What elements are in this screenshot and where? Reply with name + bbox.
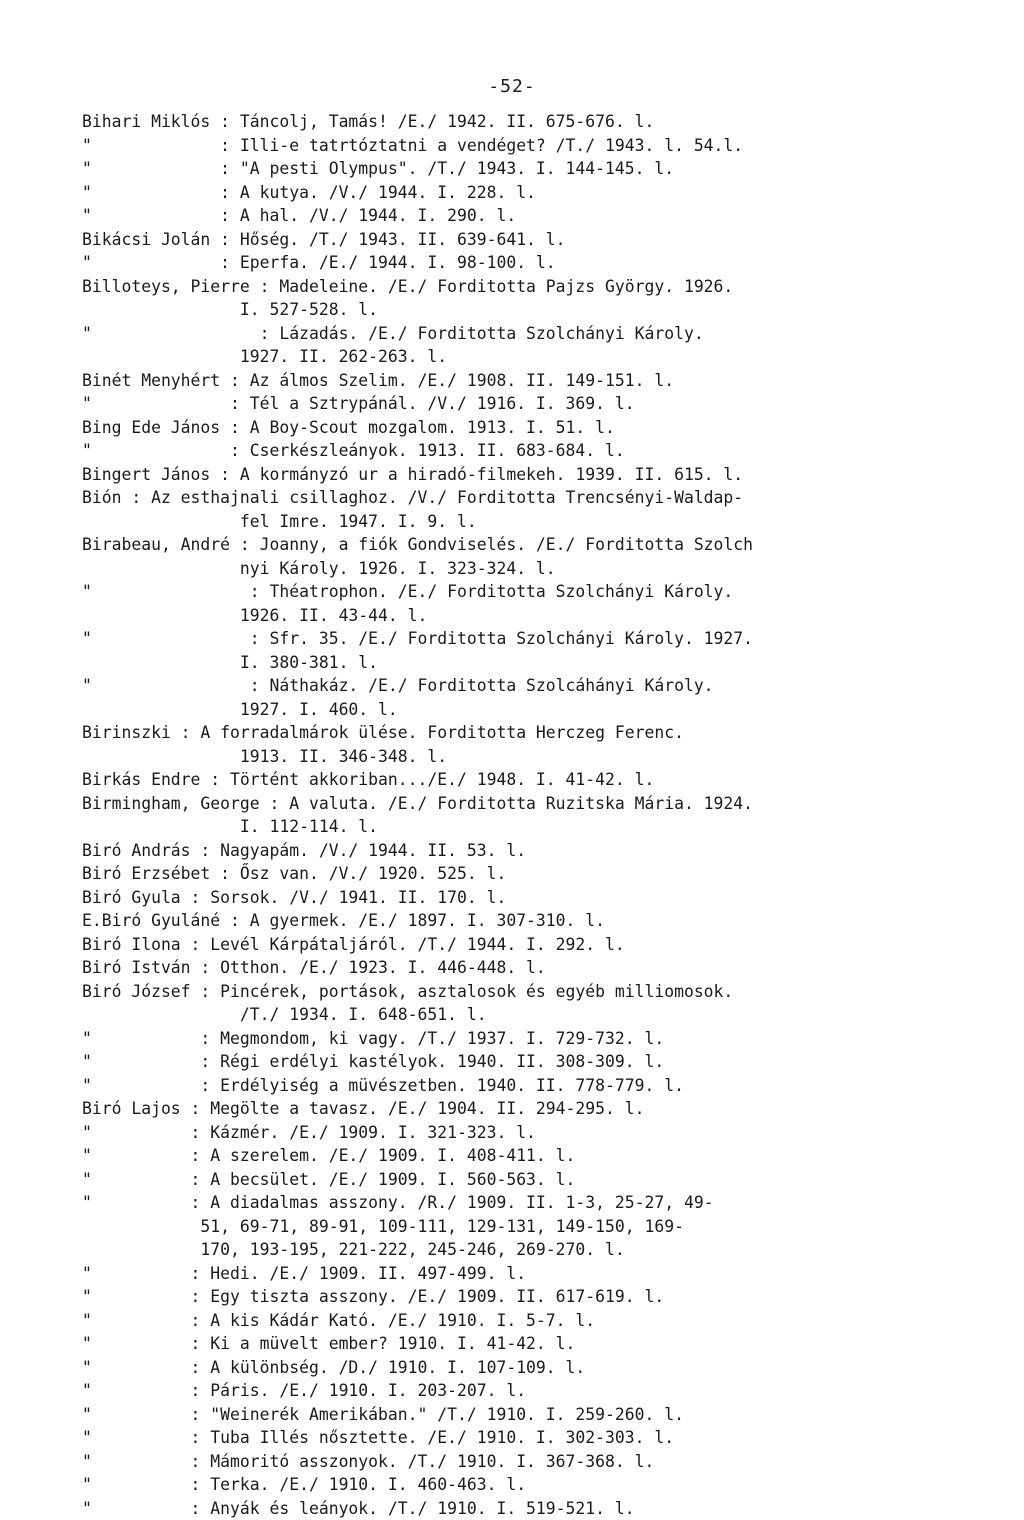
bibliography-line: " : A kis Kádár Kató. /E./ 1910. I. 5-7. l.: [82, 1309, 982, 1333]
bibliography-line: Biró Erzsébet : Ősz van. /V./ 1920. 525. l.: [82, 862, 982, 886]
bibliography-line: " : Hedi. /E./ 1909. II. 497-499. l.: [82, 1262, 982, 1286]
bibliography-line: 1927. II. 262-263. l.: [82, 345, 982, 369]
bibliography-line: " : "A pesti Olympus". /T./ 1943. I. 144-145. l.: [82, 157, 982, 181]
bibliography-line: Biró József : Pincérek, portások, asztalosok és egyéb milliomosok.: [82, 980, 982, 1004]
bibliography-line: " : Terka. /E./ 1910. I. 460-463. l.: [82, 1473, 982, 1497]
bibliography-line: " : Illi-e tatrtóztatni a vendéget? /T./ 1943. l. 54.l.: [82, 134, 982, 158]
bibliography-line: " : Megmondom, ki vagy. /T./ 1937. I. 729-732. l.: [82, 1027, 982, 1051]
bibliography-line: " : Eperfa. /E./ 1944. I. 98-100. l.: [82, 251, 982, 275]
bibliography-line: Biró Gyula : Sorsok. /V./ 1941. II. 170. l.: [82, 886, 982, 910]
bibliography-line: /T./ 1934. I. 648-651. l.: [82, 1003, 982, 1027]
bibliography-line: I. 112-114. l.: [82, 815, 982, 839]
bibliography-line: " : Erdélyiség a müvészetben. 1940. II. 778-779. l.: [82, 1074, 982, 1098]
bibliography-line: " : Náthakáz. /E./ Forditotta Szolcáhányi Károly.: [82, 674, 982, 698]
bibliography-line: " : "Weinerék Amerikában." /T./ 1910. I. 259-260. l.: [82, 1403, 982, 1427]
bibliography-line: Billoteys, Pierre : Madeleine. /E./ Forditotta Pajzs György. 1926.: [82, 275, 982, 299]
page-number: -52-: [0, 76, 1024, 97]
bibliography-line: 1926. II. 43-44. l.: [82, 604, 982, 628]
bibliography-line: " : Tél a Sztrypánál. /V./ 1916. I. 369. l.: [82, 392, 982, 416]
bibliography-line: " : Ki a müvelt ember? 1910. I. 41-42. l.: [82, 1332, 982, 1356]
bibliography-line: Biró András : Nagyapám. /V./ 1944. II. 53. l.: [82, 839, 982, 863]
bibliography-line: " : Cserkészleányok. 1913. II. 683-684. l.: [82, 439, 982, 463]
bibliography-line: " : Sfr. 35. /E./ Forditotta Szolchányi Károly. 1927.: [82, 627, 982, 651]
bibliography-line: " : Lázadás. /E./ Forditotta Szolchányi Károly.: [82, 322, 982, 346]
bibliography-line: 1927. I. 460. l.: [82, 698, 982, 722]
bibliography-line: Bingert János : A kormányzó ur a hiradó-filmekeh. 1939. II. 615. l.: [82, 463, 982, 487]
bibliography-line: " : A becsület. /E./ 1909. I. 560-563. l.: [82, 1168, 982, 1192]
bibliography-line: 1913. II. 346-348. l.: [82, 745, 982, 769]
bibliography-line: I. 380-381. l.: [82, 651, 982, 675]
bibliography-line: " : Anyák és leányok. /T./ 1910. I. 519-521. l.: [82, 1497, 982, 1520]
bibliography-list: [82, 110, 982, 1520]
bibliography-line: Birmingham, George : A valuta. /E./ Forditotta Ruzitska Mária. 1924.: [82, 792, 982, 816]
bibliography-line: " : Kázmér. /E./ 1909. I. 321-323. l.: [82, 1121, 982, 1145]
bibliography-line: " : A hal. /V./ 1944. I. 290. l.: [82, 204, 982, 228]
bibliography-line: Biró Ilona : Levél Kárpátaljáról. /T./ 1944. I. 292. l.: [82, 933, 982, 957]
bibliography-line: Biró István : Otthon. /E./ 1923. I. 446-448. l.: [82, 956, 982, 980]
bibliography-line: " : Mámoritó asszonyok. /T./ 1910. I. 367-368. l.: [82, 1450, 982, 1474]
bibliography-line: " : Théatrophon. /E./ Forditotta Szolchányi Károly.: [82, 580, 982, 604]
bibliography-line: Birkás Endre : Történt akkoriban.../E./ 1948. I. 41-42. l.: [82, 768, 982, 792]
bibliography-line: Bión : Az esthajnali csillaghoz. /V./ Forditotta Trencsényi-Waldap-: [82, 486, 982, 510]
bibliography-line: " : Régi erdélyi kastélyok. 1940. II. 308-309. l.: [82, 1050, 982, 1074]
bibliography-line: Biró Lajos : Megölte a tavasz. /E./ 1904. II. 294-295. l.: [82, 1097, 982, 1121]
bibliography-line: fel Imre. 1947. I. 9. l.: [82, 510, 982, 534]
bibliography-line: " : A diadalmas asszony. /R./ 1909. II. 1-3, 25-27, 49-: [82, 1191, 982, 1215]
bibliography-line: 51, 69-71, 89-91, 109-111, 129-131, 149-150, 169-: [82, 1215, 982, 1239]
bibliography-line: " : A kutya. /V./ 1944. I. 228. l.: [82, 181, 982, 205]
bibliography-line: I. 527-528. l.: [82, 298, 982, 322]
bibliography-line: Birabeau, André : Joanny, a fiók Gondviselés. /E./ Forditotta Szolch: [82, 533, 982, 557]
bibliography-line: E.Biró Gyuláné : A gyermek. /E./ 1897. I. 307-310. l.: [82, 909, 982, 933]
bibliography-line: " : A szerelem. /E./ 1909. I. 408-411. l.: [82, 1144, 982, 1168]
bibliography-line: " : A különbség. /D./ 1910. I. 107-109. l.: [82, 1356, 982, 1380]
bibliography-line: " : Egy tiszta asszony. /E./ 1909. II. 617-619. l.: [82, 1285, 982, 1309]
bibliography-line: Birinszki : A forradalmárok ülése. Forditotta Herczeg Ferenc.: [82, 721, 982, 745]
bibliography-line: Bihari Miklós : Táncolj, Tamás! /E./ 1942. II. 675-676. l.: [82, 110, 982, 134]
bibliography-line: " : Tuba Illés nősztette. /E./ 1910. I. 302-303. l.: [82, 1426, 982, 1450]
bibliography-line: " : Páris. /E./ 1910. I. 203-207. l.: [82, 1379, 982, 1403]
bibliography-line: Bikácsi Jolán : Hőség. /T./ 1943. II. 639-641. l.: [82, 228, 982, 252]
bibliography-line: nyi Károly. 1926. I. 323-324. l.: [82, 557, 982, 581]
bibliography-line: Binét Menyhért : Az álmos Szelim. /E./ 1908. II. 149-151. l.: [82, 369, 982, 393]
bibliography-line: Bing Ede János : A Boy-Scout mozgalom. 1913. I. 51. l.: [82, 416, 982, 440]
bibliography-line: 170, 193-195, 221-222, 245-246, 269-270. l.: [82, 1238, 982, 1262]
